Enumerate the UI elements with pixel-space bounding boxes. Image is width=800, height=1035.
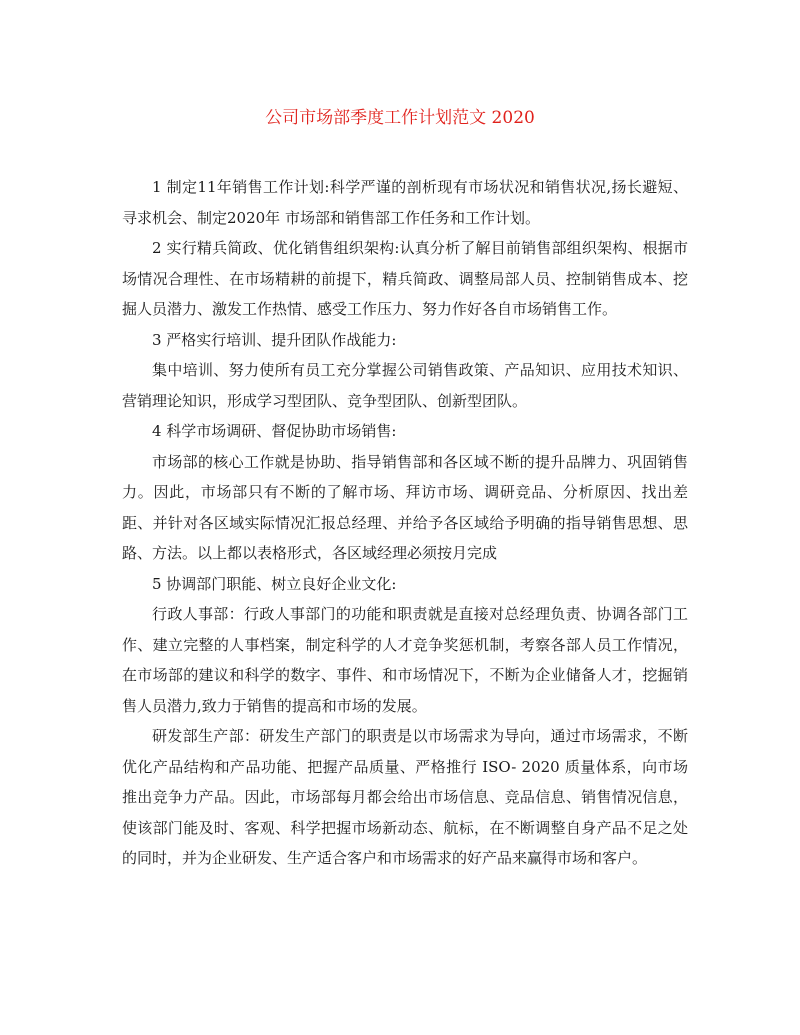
heading-training: 3 严格实行培训、提升团队作战能力: bbox=[152, 330, 397, 349]
document-body bbox=[122, 172, 688, 874]
paragraph-rd-production: 研发部生产部：研发生产部门的职责是以市场需求为导向，通过市场需求，不断优化产品结构和产品功能、把握产品质量、严格推行 ISO- 2020 质量体系，向市场推出竞争力产品。因此，市场部每月都会给出市场信息、竞品信息、销售情况信息，使该部门能及时、客观、科学把握市场新动态、航标，在不断调整自身产品不足之处的同时，并为企业研发、生产适合客户和市场需求的好产品来赢得市场和客户。 bbox=[122, 727, 688, 867]
document-title: 公司市场部季度工作计划范文 2020 bbox=[265, 108, 535, 128]
paragraph-market-research: 市场部的核心工作就是协助、指导销售部和各区域不断的提升品牌力、巩固销售力。因此，市场部只有不断的了解市场、拜访市场、调研竞品、分析原因、找出差距、并针对各区域实际情况汇报总经理、并给予各区域给予明确的指导销售思想、思路、方法。以上都以表格形式，各区域经理必须按月完成 bbox=[122, 452, 688, 562]
paragraph-hr-department: 行政人事部：行政人事部门的功能和职责就是直接对总经理负责、协调各部门工作、建立完整的人事档案，制定科学的人才竞争奖惩机制，考察各部人员工作情况，在市场部的建议和科学的数字、事件、和市场情况下，不断为企业储备人才，挖掘销售人员潜力,致力于销售的提高和市场的发展。 bbox=[122, 605, 688, 715]
paragraph-training: 集中培训、努力使所有员工充分掌握公司销售政策、产品知识、应用技术知识、营销理论知识，形成学习型团队、竞争型团队、创新型团队。 bbox=[122, 361, 688, 410]
heading-market-research: 4 科学市场调研、督促协助市场销售: bbox=[152, 422, 397, 440]
heading-department-coordination: 5 协调部门职能、树立良好企业文化: bbox=[152, 574, 397, 593]
paragraph-org-structure: 2 实行精兵简政、优化销售组织架构:认真分析了解目前销售部组织架构、根据市场情况合理性、在市场精耕的前提下，精兵简政、调整局部人员、控制销售成本、挖掘人员潜力、激发工作热情、感受工作压力、努力作好各自市场销售工作。 bbox=[122, 239, 688, 318]
paragraph-sales-plan: 1 制定11年销售工作计划:科学严谨的剖析现有市场状况和销售状况,扬长避短、寻求机会、制定2020年 市场部和销售部工作任务和工作计划。 bbox=[122, 178, 688, 227]
